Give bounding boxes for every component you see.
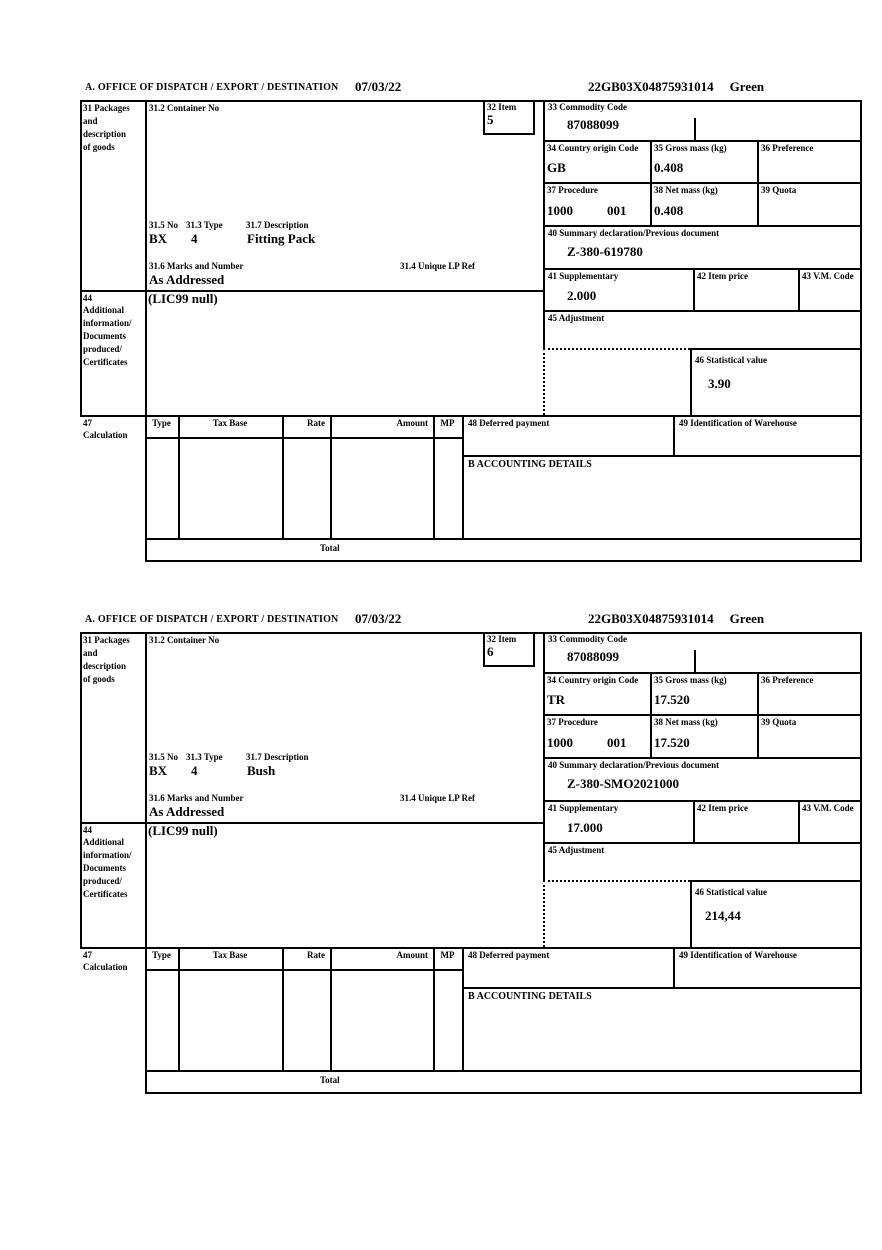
statistical-value-label: 46 Statistical value [695,887,767,897]
warehouse-id-label: 49 Identification of Warehouse [679,950,797,960]
mrn: 22GB03X04875931014 [588,79,714,94]
preference-label: 36 Preference [761,675,814,685]
package-no: BX [149,231,168,246]
net-mass-label: 38 Net mass (kg) [654,717,718,727]
gross-mass: 0.408 [654,160,684,175]
accounting-details-label: B ACCOUNTING DETAILS [468,991,592,1002]
previous-document: Z-380-619780 [567,244,643,259]
commodity-code-label: 33 Commodity Code [548,102,627,112]
commodity-code: 87088099 [567,117,619,132]
country-origin-label: 34 Country origin Code [547,675,639,685]
mrn-line [588,611,764,627]
deferred-payment-label: 48 Deferred payment [468,418,550,428]
declaration-item-section-2 [80,610,864,1102]
box44-label-line4: Documents [83,863,126,873]
additional-information: (LIC99 null) [148,291,218,306]
description-label: 31.7 Description [246,752,309,762]
box31-label-line4: of goods [83,674,115,684]
column-header-mp: MP [440,950,455,960]
commodity-code: 87088099 [567,649,619,664]
box31-label-line2: and [83,648,98,658]
column-header-rate: Rate [307,950,325,960]
additional-information: (LIC99 null) [148,823,218,838]
column-header-rate: Rate [307,418,325,428]
unique-lp-ref-label: 31.4 Unique LP Ref [400,261,476,271]
marks-and-number: As Addressed [149,272,225,287]
calculation-label: Calculation [83,962,128,972]
unique-lp-ref-label: 31.4 Unique LP Ref [400,793,476,803]
previous-document-label: 40 Summary declaration/Previous document [548,760,720,770]
column-header-type: Type [152,418,171,428]
box31-label-line1: 31 Packages [83,103,130,113]
marks-number-label: 31.6 Marks and Number [149,261,244,271]
net-mass: 17.520 [654,735,690,750]
mrn: 22GB03X04875931014 [588,611,714,626]
box44-number: 44 [83,293,92,303]
package-type-label: 31.3 Type [186,752,223,762]
supplementary-units: 2.000 [567,288,597,303]
box44-label-line5: produced/ [83,344,122,354]
box47-number: 47 [83,418,92,428]
procedure-code2: 001 [607,735,627,750]
total-label: Total [320,543,340,553]
total-label: Total [320,1075,340,1085]
package-type: 4 [191,231,198,246]
item-box-label: 32 Item [487,634,517,644]
container-no-label: 31.2 Container No [149,635,220,645]
box44-number: 44 [83,825,92,835]
declaration-item-section-1 [80,78,864,570]
country-origin-label: 34 Country origin Code [547,143,639,153]
preference-label: 36 Preference [761,143,814,153]
box47-number: 47 [83,950,92,960]
box31-label-line3: description [83,129,127,139]
box31-label-line4: of goods [83,142,115,152]
marks-and-number: As Addressed [149,804,225,819]
package-type: 4 [191,763,198,778]
box44-label-line2: Additional [83,305,125,315]
previous-document-label: 40 Summary declaration/Previous document [548,228,720,238]
previous-document: Z-380-SMO2021000 [567,776,679,791]
commodity-code-label: 33 Commodity Code [548,634,627,644]
declaration-date: 07/03/22 [355,611,402,626]
country-origin-code: TR [547,692,566,707]
description-label: 31.7 Description [246,220,309,230]
vm-code-label: 43 V.M. Code [802,271,854,281]
supplementary-label: 41 Supplementary [548,271,619,281]
status-indicator: Green [729,611,765,626]
goods-description: Fitting Pack [247,231,316,246]
box44-label-line3: information/ [83,850,132,860]
adjustment-label: 45 Adjustment [548,845,605,855]
box44-label-line2: Additional [83,837,125,847]
deferred-payment-label: 48 Deferred payment [468,950,550,960]
package-no-label: 31.5 No [149,220,178,230]
quota-label: 39 Quota [761,717,797,727]
accounting-details-label: B ACCOUNTING DETAILS [468,459,592,470]
column-header-tax-base: Tax Base [212,418,248,428]
procedure-code2: 001 [607,203,627,218]
calculation-label: Calculation [83,430,128,440]
box44-label-line6: Certificates [83,889,128,899]
supplementary-label: 41 Supplementary [548,803,619,813]
gross-mass-label: 35 Gross mass (kg) [654,675,727,685]
item-box-label: 32 Item [487,102,517,112]
statistical-value: 214,44 [705,908,741,923]
column-header-tax-base: Tax Base [212,950,248,960]
procedure-label: 37 Procedure [547,185,598,195]
item-price-label: 42 Item price [697,803,748,813]
office-of-dispatch-header: A. OFFICE OF DISPATCH / EXPORT / DESTINATION [85,614,339,625]
net-mass: 0.408 [654,203,684,218]
goods-description: Bush [247,763,276,778]
box31-label-line3: description [83,661,127,671]
mrn-line [588,79,764,95]
gross-mass-label: 35 Gross mass (kg) [654,143,727,153]
column-header-mp: MP [440,418,455,428]
package-no-label: 31.5 No [149,752,178,762]
procedure-code: 1000 [547,203,573,218]
column-header-type: Type [152,950,171,960]
item-number: 6 [487,644,494,659]
package-type-label: 31.3 Type [186,220,223,230]
box44-label-line4: Documents [83,331,126,341]
box31-label-line1: 31 Packages [83,635,130,645]
net-mass-label: 38 Net mass (kg) [654,185,718,195]
warehouse-id-label: 49 Identification of Warehouse [679,418,797,428]
office-of-dispatch-header: A. OFFICE OF DISPATCH / EXPORT / DESTINATION [85,82,339,93]
package-no: BX [149,763,168,778]
box44-label-line5: produced/ [83,876,122,886]
container-no-label: 31.2 Container No [149,103,220,113]
gross-mass: 17.520 [654,692,690,707]
marks-number-label: 31.6 Marks and Number [149,793,244,803]
status-indicator: Green [729,79,765,94]
item-number: 5 [487,112,494,127]
adjustment-label: 45 Adjustment [548,313,605,323]
box31-label-line2: and [83,116,98,126]
box44-label-line6: Certificates [83,357,128,367]
column-header-amount: Amount [396,950,428,960]
quota-label: 39 Quota [761,185,797,195]
procedure-code: 1000 [547,735,573,750]
supplementary-units: 17.000 [567,820,603,835]
item-price-label: 42 Item price [697,271,748,281]
country-origin-code: GB [547,160,566,175]
column-header-amount: Amount [396,418,428,428]
statistical-value: 3.90 [708,376,731,391]
box44-label-line3: information/ [83,318,132,328]
vm-code-label: 43 V.M. Code [802,803,854,813]
declaration-date: 07/03/22 [355,79,402,94]
statistical-value-label: 46 Statistical value [695,355,767,365]
procedure-label: 37 Procedure [547,717,598,727]
